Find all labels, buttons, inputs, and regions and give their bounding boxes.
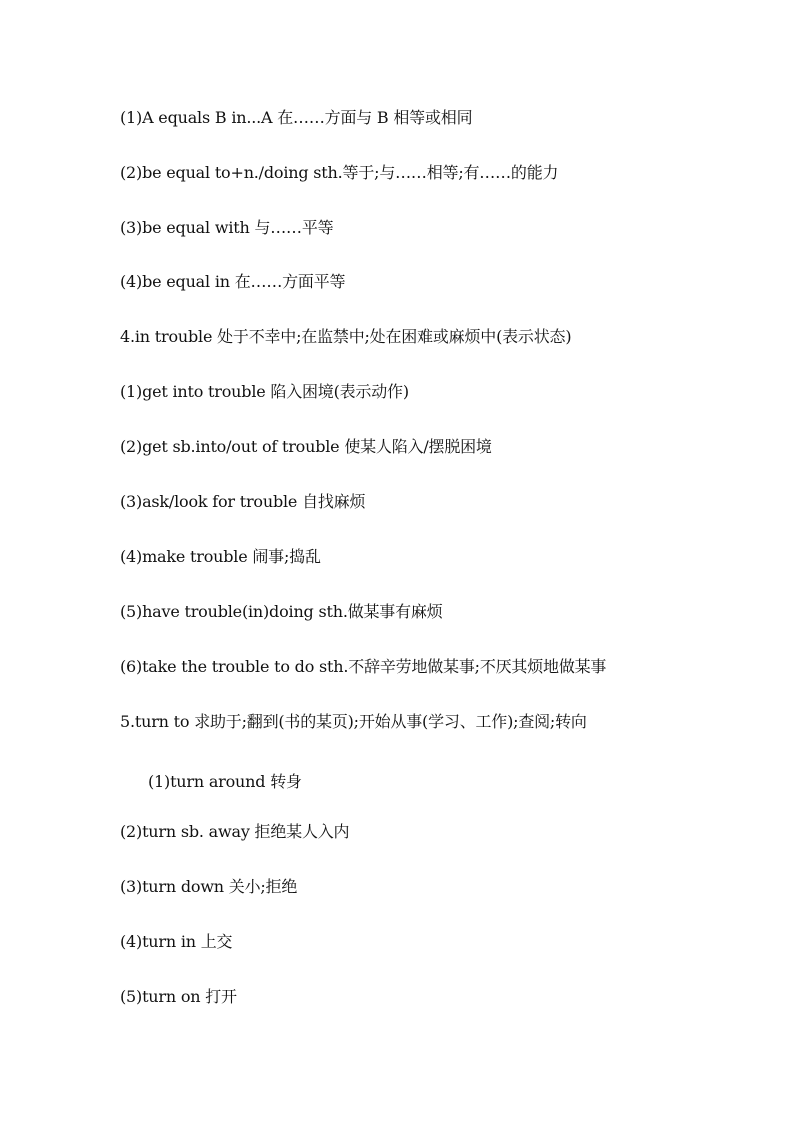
- text-line: (6)take the trouble to do sth.不辞辛劳地做某事;不厌其烦地做某事: [120, 657, 607, 676]
- text-line: (4)turn in 上交: [120, 932, 233, 951]
- text-line: (5)have trouble(in)doing sth.做某事有麻烦: [120, 602, 443, 621]
- text-line: (3)turn down 关小;拒绝: [120, 877, 298, 896]
- text-line: (5)turn on 打开: [120, 987, 237, 1006]
- text-line: (1)turn around 转身: [148, 772, 302, 791]
- text-line: (3)be equal with 与……平等: [120, 218, 334, 237]
- section-heading-line: 5.turn to 求助于;翻到(书的某页);开始从事(学习、工作);查阅;转向: [120, 712, 587, 731]
- text-line: (2)turn sb. away 拒绝某人入内: [120, 822, 350, 841]
- text-line: (4)be equal in 在……方面平等: [120, 272, 346, 291]
- text-line: (3)ask/look for trouble 自找麻烦: [120, 492, 366, 511]
- section-heading-line: 4.in trouble 处于不幸中;在监禁中;处在困难或麻烦中(表示状态): [120, 327, 572, 346]
- text-line: (4)make trouble 闹事;捣乱: [120, 547, 321, 566]
- text-line: (2)get sb.into/out of trouble 使某人陷入/摆脱困境: [120, 437, 492, 456]
- text-line: (1)get into trouble 陷入困境(表示动作): [120, 382, 409, 401]
- text-line: (2)be equal to+n./doing sth.等于;与……相等;有……的能力: [120, 163, 559, 182]
- text-line: (1)A equals B in...A 在……方面与 B 相等或相同: [120, 108, 473, 127]
